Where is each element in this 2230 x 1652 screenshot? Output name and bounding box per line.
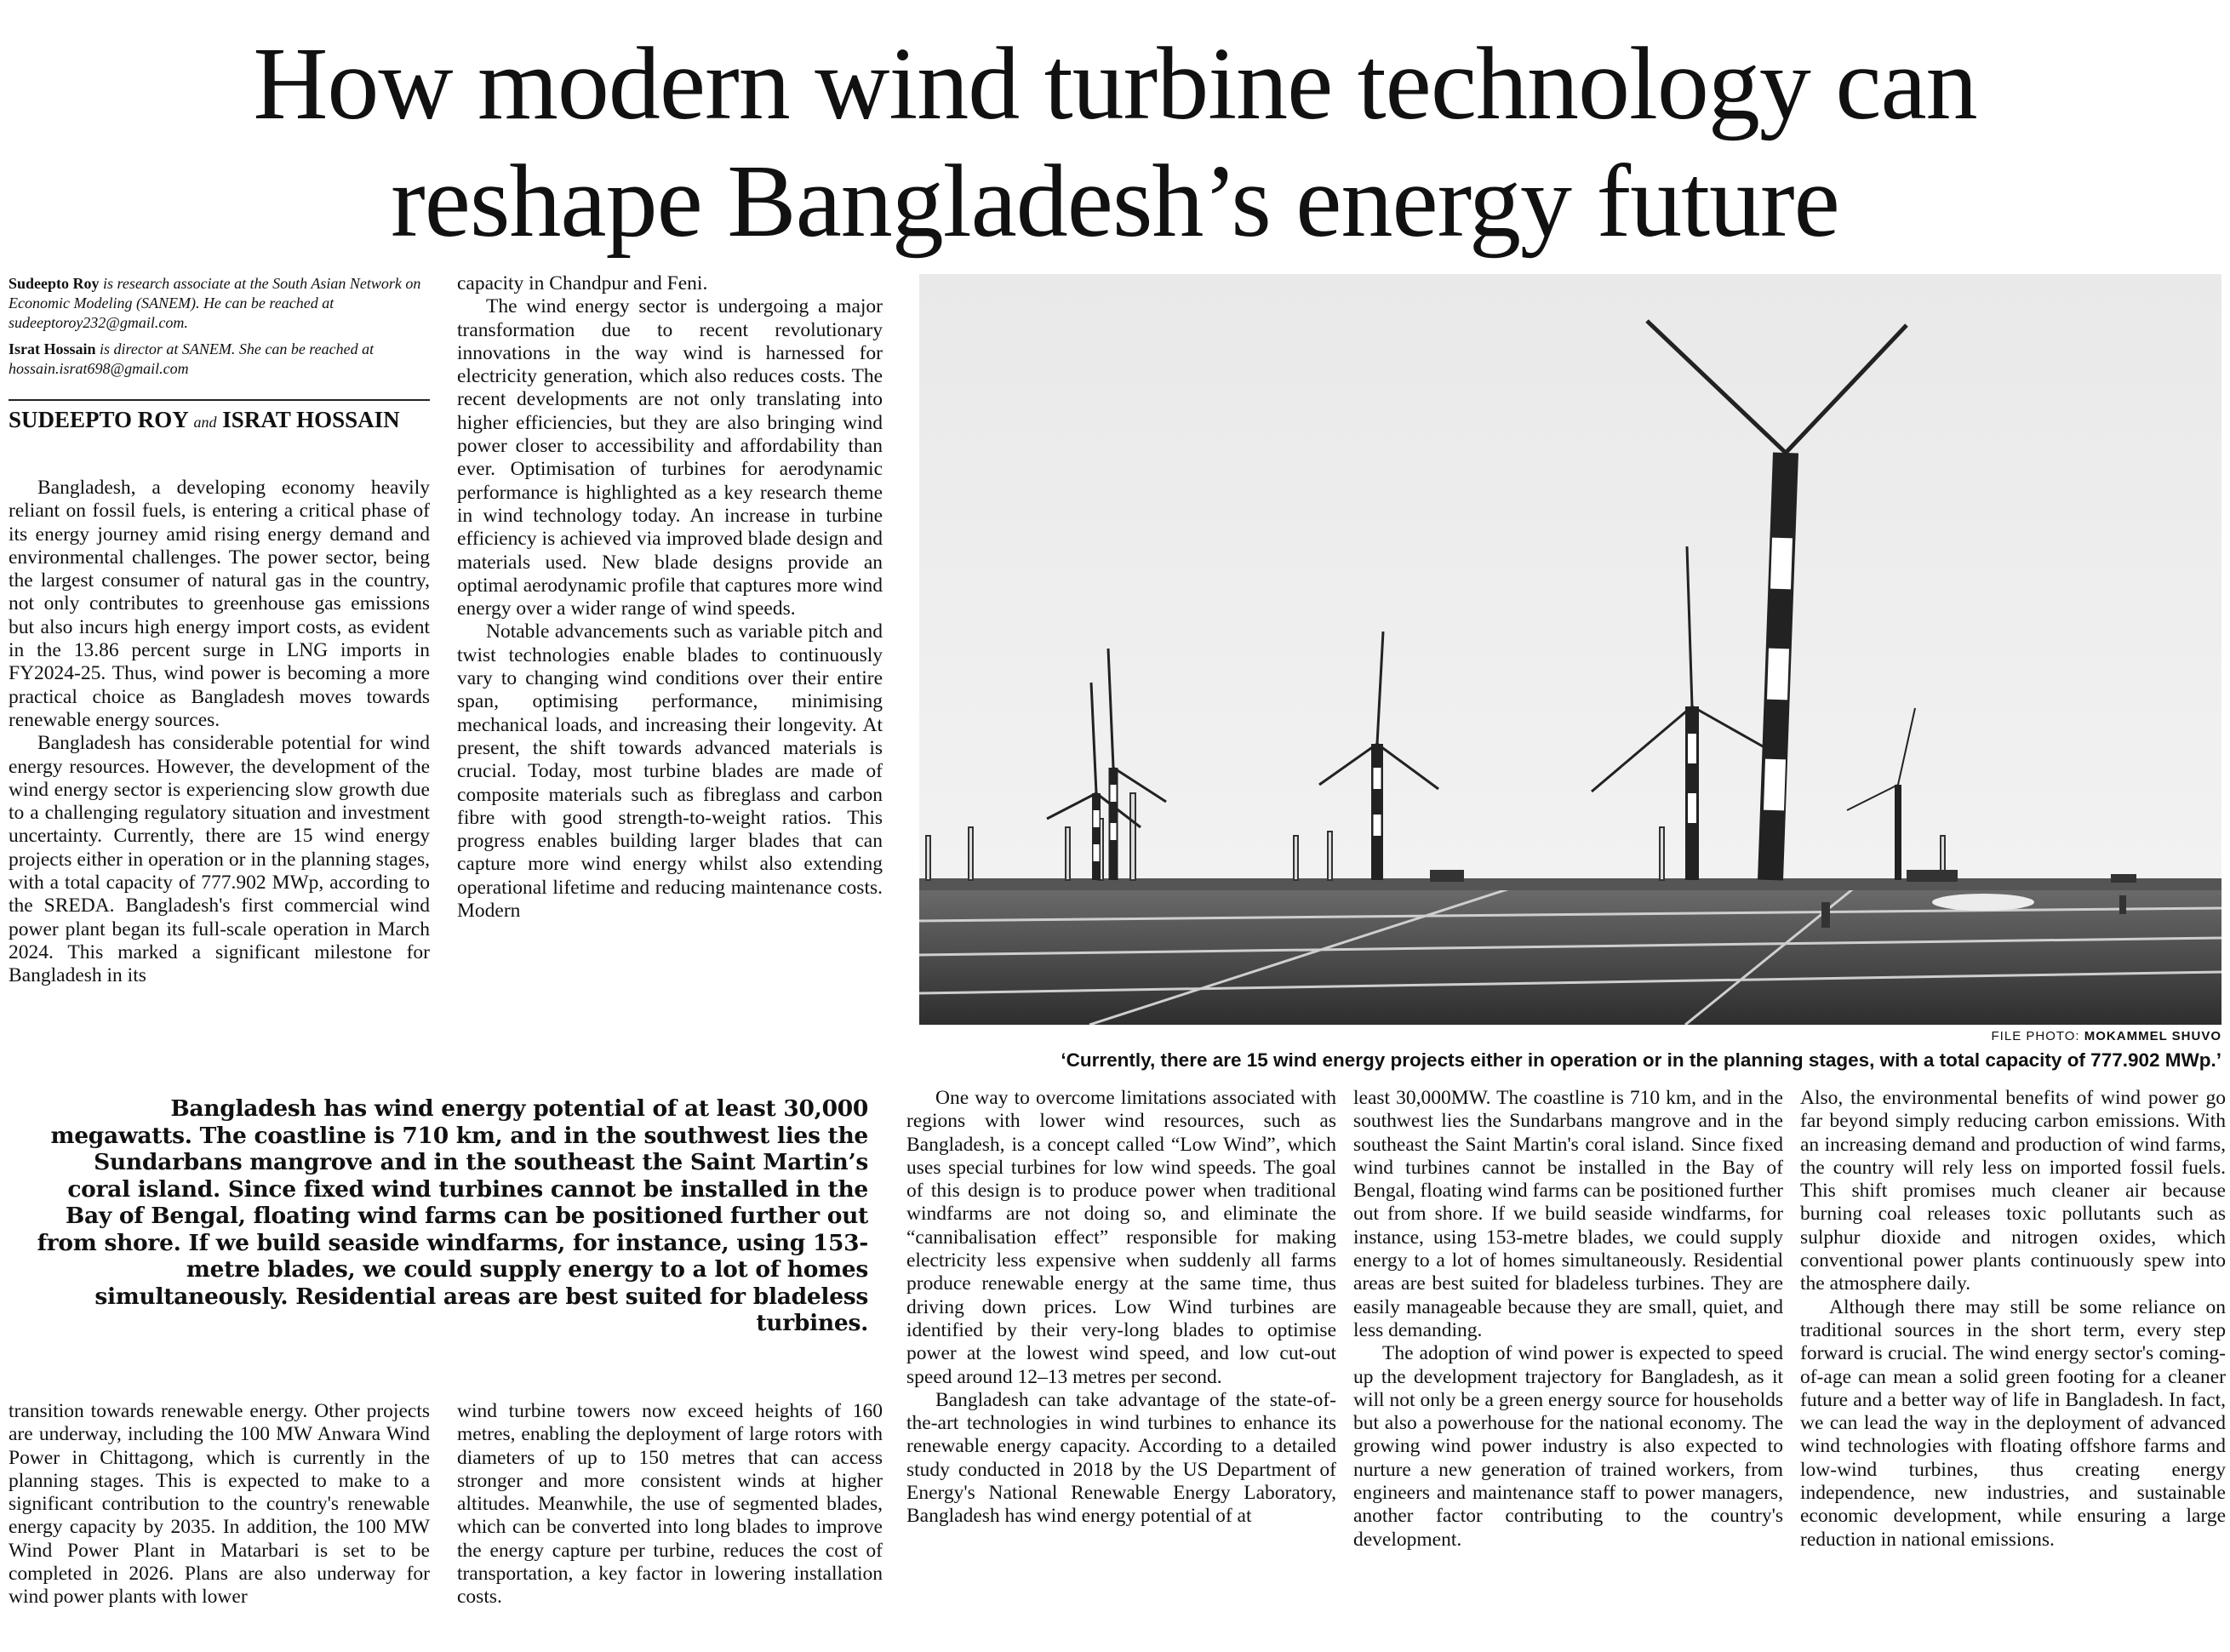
byline-author-2: ISRAT HOSSAIN — [222, 407, 400, 432]
paragraph: Although there may still be some reliance on traditional sources in the short term, every step forward is crucial. The wind energy sector's coming-of-age can mean a solid green footing for a cleaner future and a better way of life in Bangladesh. In fact, we can lead the way in the deployment of advanced wind technologies with floating offshore farms and low-wind turbines, thus creating energy independence, new industries, and sustainable economic development, while ensuring a large reduction in national emissions. — [1800, 1295, 2226, 1551]
author-1-name: Sudeepto Roy — [9, 275, 100, 292]
photo-credit-label: FILE PHOTO: — [1991, 1029, 2084, 1043]
headline-line-1: How modern wind turbine technology can — [253, 26, 1977, 141]
author-1-text: is research associate at the South Asian Network on Economic Modeling (SANEM). He can be reached at sudeeptoroy232@gmail.com. — [9, 275, 421, 331]
column-5 — [1800, 1087, 2226, 1552]
paragraph: Bangladesh, a developing economy heavily reliant on fossil fuels, is entering a critical phase of its energy journey amid rising energy demand and environmental challenges. The power sector, being the largest consumer of natural gas in the country, not only contributes to greenhouse gas emissions but also incurs high energy import costs, as evident in the 13.86 percent surge in LNG imports in FY2024-25. Thus, wind power is becoming a more practical choice as Bangladesh moves towards renewable energy sources. — [9, 477, 430, 731]
author-bio — [9, 274, 430, 386]
column-2-bottom — [457, 1400, 883, 1609]
headline — [0, 26, 2230, 260]
paragraph: transition towards renewable energy. Other projects are underway, including the 100 MW Anwara Wind Power in Chittagong, which is currently in the planning stages. This is expected to make to a significant contribution to the country's renewable energy capacity by 2035. In addition, the 100 MW Wind Power Plant in Matarbari is set to be completed in 2026. Plans are also underway for wind power plants with lower — [9, 1400, 430, 1609]
byline-rule — [9, 399, 430, 401]
paragraph: Also, the environmental benefits of wind power go far beyond simply reducing carbon emissions. With an increasing demand and production of wind farms, the country will rely less on imported fossil fuels. This shift promises much cleaner air because burning coal releases toxic pollutants such as sulphur dioxide and nitrogen oxides, which conventional power plants continuously spew into the atmosphere daily. — [1800, 1087, 2226, 1295]
paragraph: One way to overcome limitations associated with regions with lower wind resources, such as Bangladesh, is a concept called “Low Wind”, which uses special turbines for low wind speeds. The goal of this design is to produce power when traditional windfarms are not doing so, and eliminate the “cannibalisation effect” responsible for making electricity less expensive when suddenly all farms produce renewable energy at the same time, thus driving down prices. Low Wind turbines are identified by their very-long blades to optimise power at the lowest wind speed, and low cut-out speed around 12–13 metres per second. — [906, 1087, 1336, 1388]
author-bio-2 — [9, 340, 430, 379]
column-1-top — [9, 477, 430, 988]
column-3 — [906, 1087, 1336, 1529]
author-2-name: Israt Hossain — [9, 340, 96, 357]
author-bio-1 — [9, 274, 430, 333]
pull-quote: Bangladesh has wind energy potential of at least 30,000 megawatts. The coastline is 710 km, and in the southwest lies the Sundarbans mangrove and in the southeast the Saint Martin’s coral island. Since fixed wind turbines cannot be installed in the Bay of Bengal, floating wind farms can be positioned further out from shore. If we build seaside windfarms, for instance, using 153-metre blades, we could supply energy to a lot of homes simultaneously. Residential areas are best suited for bladeless turbines. — [37, 1095, 868, 1336]
byline-and: and — [193, 414, 217, 431]
paragraph: Bangladesh can take advantage of the state-of-the-art technologies in wind turbines to enhance its renewable energy capacity. According to a detailed study conducted in 2018 by the US Department of Energy's National Renewable Energy Laboratory, Bangladesh has wind energy potential of at — [906, 1388, 1336, 1528]
wind-turbine-image — [919, 274, 2221, 1025]
byline-author-1: SUDEEPTO ROY — [9, 407, 188, 432]
paragraph: capacity in Chandpur and Feni. — [457, 272, 708, 294]
paragraph: Notable advancements such as variable pitch and twist technologies enable blades to continuously vary to changing wind conditions over their entire span, optimising performance, minimising mechanical loads, and increasing their longevity. At present, the shift towards advanced materials is crucial. Today, most turbine blades are made of composite materials such as fibreglass and carbon fibre with good strength-to-weight ratios. This progress enables building larger blades that can capture more wind energy whilst also extending operational lifetime and reducing maintenance costs. Modern — [457, 620, 883, 923]
photo-caption: ‘Currently, there are 15 wind energy projects either in operation or in the planning stages, with a total capacity of 777.902 MWp.’ — [1061, 1049, 2221, 1071]
byline — [9, 407, 430, 433]
column-1-bottom — [9, 1400, 430, 1609]
author-2-text: is director at SANEM. She can be reached at hossain.israt698@gmail.com — [9, 340, 375, 377]
paragraph: wind turbine towers now exceed heights of 160 metres, enabling the deployment of large rotors with diameters of up to 150 metres that can access stronger and more consistent winds at higher altitudes. Meanwhile, the use of segmented blades, which can be converted into long blades to improve the energy capture per turbine, reduces the cost of transportation, a key factor in lowering installation costs. — [457, 1400, 883, 1609]
paragraph: The adoption of wind power is expected to speed up the development trajectory for Bangladesh, as it will not only be a green energy source for households but also a powerhouse for the national economy. The growing wind power industry is also expected to nurture a new generation of trained workers, from engineers and maintenance staff to power managers, another factor contributing to the country's development. — [1353, 1342, 1783, 1551]
paragraph: The wind energy sector is undergoing a major transformation due to recent revolutionary innovations in the way wind is harnessed for electricity generation, which also reduces costs. The recent developments are not only translating into higher efficiencies, but they are also bringing wind power closer to accessibility and affordability than ever. Optimisation of turbines for aerodynamic performance is highlighted as a key research theme in wind technology today. An increase in turbine efficiency is achieved via improved blade design and materials used. New blade designs provide an optimal aerodynamic profile that captures more wind energy over a wider range of wind speeds. — [457, 295, 883, 620]
photo-credit — [919, 1029, 2221, 1043]
photo-credit-name: MOKAMMEL SHUVO — [2084, 1029, 2221, 1043]
column-4 — [1353, 1087, 1783, 1552]
wind-farm-photo — [919, 274, 2221, 1025]
paragraph: Bangladesh has considerable potential for wind energy resources. However, the development of the wind energy sector is experiencing slow growth due to a challenging regulatory situation and investment uncertainty. Currently, there are 15 wind energy projects either in operation or in the planning stages, with a total capacity of 777.902 MWp, according to the SREDA. Bangladesh's first commercial wind power plant began its full-scale operation in March 2024. This marked a significant milestone for Bangladesh in its — [9, 732, 430, 987]
paragraph: least 30,000MW. The coastline is 710 km, and in the southwest lies the Sundarbans mangrove and in the southeast the Saint Martin's coral island. Since fixed wind turbines cannot be installed in the Bay of Bengal, floating wind farms can be positioned further out from shore. If we build seaside windfarms, for instance, using 153-metre blades, we could supply energy to a lot of homes simultaneously. Residential areas are best suited for bladeless turbines. They are easily manageable because they are small, quiet, and less demanding. — [1353, 1087, 1783, 1341]
column-2-top — [457, 272, 883, 923]
headline-line-2: reshape Bangladesh’s energy future — [391, 144, 1839, 259]
